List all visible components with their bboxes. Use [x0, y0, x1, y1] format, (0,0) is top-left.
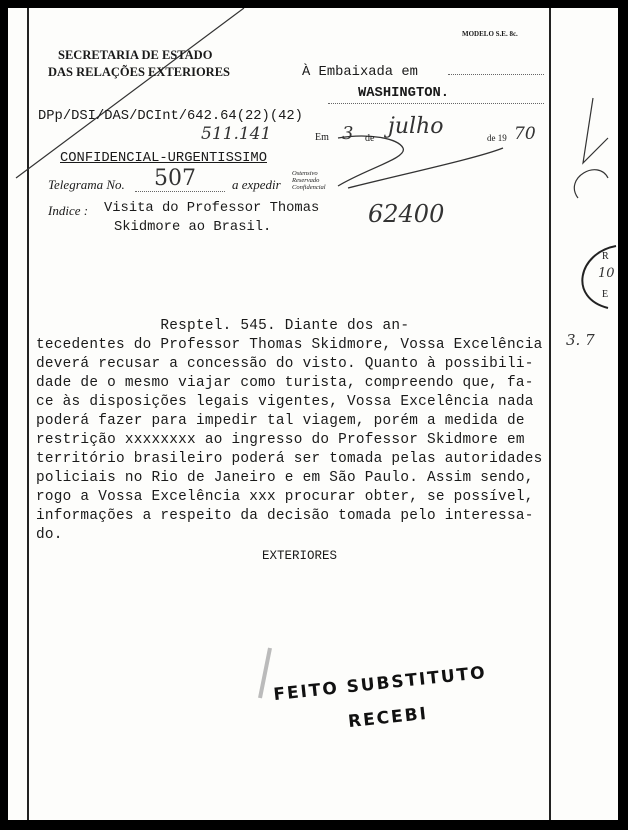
reference-code: DPp/DSI/DAS/DCInt/642.64(22)(42)	[38, 109, 303, 124]
body-line: policiais no Rio de Janeiro e em São Paulo. Assim sendo,	[36, 470, 534, 486]
margin-stamp-number: 10	[598, 266, 615, 281]
margin-note: 3. 7	[566, 331, 595, 349]
index-line-1: Visita do Professor Thomas	[104, 201, 320, 216]
date-em-label: Em	[315, 132, 329, 143]
recipient-city: WASHINGTON.	[358, 86, 450, 101]
org-line-2: DAS RELAÇÕES EXTERIORES	[48, 65, 230, 79]
margin-stamp-e: E	[602, 289, 609, 300]
classification-options	[292, 170, 326, 191]
expedir-label: a expedir	[232, 177, 281, 192]
recipient-dotted-line	[448, 74, 544, 75]
date-year-suffix: 70	[514, 124, 536, 144]
date-year-prefix: de 19	[487, 133, 507, 143]
body-line: ce às disposições legais vigentes, Vossa Excelência nada	[36, 394, 534, 410]
handwritten-number: 62400	[368, 200, 445, 228]
telegram-label: Telegrama No.	[48, 177, 125, 192]
city-dotted-line	[328, 103, 544, 104]
option-reservado: Reservado	[292, 177, 320, 184]
body-line: rogo a Vossa Excelência xxx procurar obter, se possível,	[36, 489, 534, 505]
body-line: restrição xxxxxxxx ao ingresso do Professor Skidmore em	[36, 432, 525, 448]
model-number: MODELO S.E. 8c.	[462, 30, 518, 38]
smudge-mark	[260, 648, 270, 698]
body-line: poderá fazer para impedir tal viagem, porém a medida de	[36, 413, 525, 429]
org-line-1: SECRETARIA DE ESTADO	[58, 48, 213, 62]
date-month: julho	[388, 114, 444, 139]
body-line: deverá recusar a concessão do visto. Quanto à possibili-	[36, 356, 534, 372]
body-line: do.	[36, 527, 63, 543]
option-confidencial: Confidencial	[292, 184, 326, 191]
telegram-document	[8, 8, 618, 820]
margin-stamp-r: R	[602, 251, 609, 262]
stamp-feito-substituto: FEITO SUBSTITUTO	[272, 662, 488, 706]
body-line: informações a respeito da decisão tomada pelo interessa-	[36, 508, 534, 524]
signature-exteriores: EXTERIORES	[262, 549, 338, 563]
telegram-number: 507	[154, 166, 196, 191]
classification-label: CONFIDENCIAL-URGENTISSIMO	[60, 151, 267, 166]
telegram-dotted-line	[135, 191, 225, 192]
body-line: tecedentes do Professor Thomas Skidmore, Vossa Excelência	[36, 337, 543, 353]
stamp-recebi: RECEBI	[347, 703, 429, 733]
index-label: Indice :	[48, 203, 89, 218]
signature-flourish	[338, 136, 503, 188]
recipient-prefix: À Embaixada em	[302, 65, 418, 80]
date-de-label: de	[365, 133, 375, 144]
margin-handwriting	[574, 98, 608, 198]
body-line: território brasileiro poderá ser tomada pelas autoridades	[36, 451, 543, 467]
option-ostensivo: Ostensivo	[292, 170, 318, 177]
handwritten-reference: 511.141	[201, 124, 272, 144]
index-line-2: Skidmore ao Brasil.	[114, 220, 272, 235]
date-day: 3	[342, 123, 354, 144]
body-line: Resptel. 545. Diante dos an-	[36, 318, 410, 334]
body-line: dade de o mesmo viajar como turista, compreendo que, fa-	[36, 375, 534, 391]
